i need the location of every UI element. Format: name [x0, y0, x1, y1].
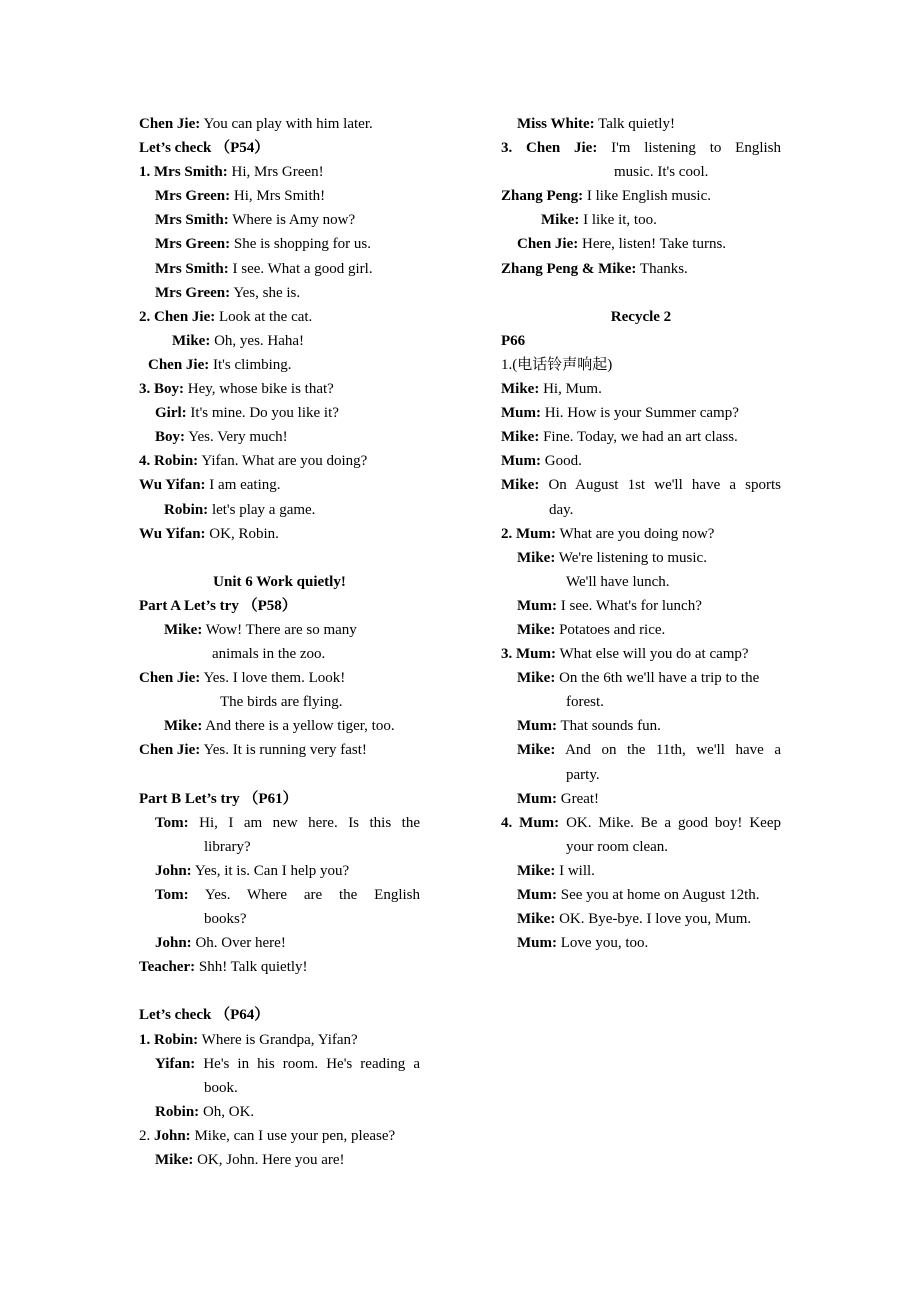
line-text: She is shopping for us.	[230, 236, 371, 253]
line-text: Yes, she is.	[230, 284, 301, 301]
line-text: I see. What a good girl.	[228, 260, 373, 277]
line-text: Yes. Where are the English	[188, 887, 420, 903]
line-text: It's climbing.	[209, 356, 292, 373]
dialogue-line	[501, 208, 781, 232]
heading-line	[139, 787, 420, 811]
speaker-wu-yifan: Wu Yifan:	[139, 477, 206, 494]
speaker-boy: Boy:	[155, 429, 185, 446]
section-heading: P66	[501, 332, 526, 349]
speaker-4-robin: 4. Robin:	[139, 453, 199, 470]
dialogue-line	[139, 618, 420, 642]
dialogue-line	[139, 473, 420, 497]
line-text: let's play a game.	[208, 501, 316, 518]
dialogue-line	[139, 1100, 420, 1124]
dialogue-line	[139, 955, 420, 979]
dialogue-line	[139, 160, 420, 184]
dialogue-line	[139, 305, 420, 329]
dialogue-line	[501, 738, 781, 762]
speaker-mrs-green: Mrs Green:	[155, 236, 231, 253]
dialogue-line	[139, 1148, 420, 1172]
dialogue-line	[139, 666, 420, 690]
dialogue-line	[139, 257, 420, 281]
dialogue-line	[501, 642, 781, 666]
dialogue-line	[501, 883, 781, 907]
speaker-mum: Mum:	[501, 453, 541, 470]
line-text: OK, John. Here you are!	[193, 1152, 345, 1169]
speaker-mum: Mum:	[517, 790, 557, 807]
dialogue-line	[501, 931, 781, 955]
line-text: Oh. Over here!	[191, 935, 286, 952]
speaker-3-boy: 3. Boy:	[139, 381, 184, 398]
dialogue-line	[501, 811, 781, 835]
dialogue-line	[501, 859, 781, 883]
line-text: Fine. Today, we had an art class.	[539, 429, 738, 446]
dialogue-line	[501, 401, 781, 425]
dialogue-line	[139, 1124, 420, 1148]
dialogue-line	[501, 498, 781, 522]
dialogue-line	[501, 666, 781, 690]
dialogue-line	[139, 1076, 420, 1100]
speaker-3-mum: 3. Mum:	[501, 646, 556, 663]
line-text: He's in his room. He's reading a	[195, 1055, 420, 1072]
line-text: On the 6th we'll have a trip to the	[555, 670, 760, 687]
dialogue-line	[139, 714, 420, 738]
line-text: book.	[204, 1079, 238, 1096]
heading-line	[139, 1003, 420, 1027]
section-heading: Unit 6 Work quietly!	[213, 573, 346, 590]
dialogue-line	[501, 522, 781, 546]
dialogue-line	[139, 232, 420, 256]
dialogue-line	[139, 498, 420, 522]
dialogue-line	[139, 449, 420, 473]
dialogue-line	[501, 546, 781, 570]
line-text: library?	[204, 838, 251, 855]
speaker-mike: Mike:	[517, 621, 556, 638]
speaker-miss-white: Miss White:	[517, 116, 595, 132]
speaker-mike: Mike:	[501, 381, 540, 398]
speaker-mike: Mike:	[501, 477, 540, 494]
speaker-mum: Mum:	[517, 718, 557, 735]
blank-line	[139, 546, 420, 570]
line-text: It's mine. Do you like it?	[186, 405, 339, 422]
line-text: Shh! Talk quietly!	[195, 959, 308, 976]
dialogue-line	[139, 835, 420, 859]
speaker-mrs-green: Mrs Green:	[155, 284, 231, 301]
dialogue-line	[139, 208, 420, 232]
blank-line	[139, 763, 420, 787]
dialogue-line	[501, 136, 781, 160]
section-heading: Part B Let’s try （P61）	[139, 790, 298, 807]
speaker-1-mrs-smith: 1. Mrs Smith:	[139, 164, 228, 181]
line-text: I'm listening to English	[597, 140, 781, 157]
line-text: And there is a yellow tiger, too.	[202, 718, 395, 735]
speaker-zhang-peng: Zhang Peng:	[501, 188, 584, 205]
speaker-mrs-smith: Mrs Smith:	[155, 212, 229, 229]
speaker-1-robin: 1. Robin:	[139, 1031, 199, 1048]
dialogue-line	[501, 184, 781, 208]
dialogue-line	[501, 377, 781, 401]
line-text: Here, listen! Take turns.	[578, 236, 727, 253]
dialogue-line	[501, 425, 781, 449]
section-heading: Recycle 2	[610, 308, 672, 325]
line-text: Yes. It is running very fast!	[200, 742, 367, 759]
line-text: Hey, whose bike is that?	[184, 381, 334, 398]
speaker-robin: Robin:	[164, 501, 209, 518]
item-number: 2.	[139, 1127, 154, 1144]
speaker-mike: Mike:	[517, 742, 556, 759]
line-text: Look at the cat.	[215, 308, 313, 325]
dialogue-line	[139, 401, 420, 425]
dialogue-line	[501, 690, 781, 714]
line-text: Love you, too.	[557, 935, 649, 952]
line-text: Wow! There are so many	[202, 621, 357, 638]
speaker-mike: Mike:	[541, 212, 580, 229]
dialogue-line	[501, 570, 781, 594]
dialogue-line	[139, 329, 420, 353]
speaker-girl: Girl:	[155, 405, 187, 422]
speaker-2-chen-jie: 2. Chen Jie:	[139, 308, 216, 325]
right-column	[501, 112, 781, 955]
speaker-robin: Robin:	[155, 1103, 200, 1120]
line-text: Hi, Mrs Green!	[227, 164, 324, 181]
speaker-mike: Mike:	[517, 911, 556, 928]
speaker-mum: Mum:	[501, 405, 541, 422]
line-text: I see. What's for lunch?	[557, 597, 702, 614]
dialogue-line	[501, 257, 781, 281]
line-text: OK, Robin.	[205, 525, 279, 542]
speaker-4-mum: 4. Mum:	[501, 814, 560, 831]
dialogue-line	[139, 859, 420, 883]
line-text: Yes. Very much!	[185, 429, 288, 446]
line-text: Yes, it is. Can I help you?	[191, 862, 350, 879]
blank-line	[501, 281, 781, 305]
line-text: We'll have lunch.	[566, 573, 670, 590]
speaker-mum: Mum:	[517, 597, 557, 614]
line-text: Thanks.	[636, 260, 688, 277]
dialogue-line	[139, 522, 420, 546]
dialogue-line	[139, 738, 420, 762]
speaker-john: John:	[155, 935, 192, 952]
line-text: Hi, Mrs Smith!	[230, 188, 326, 205]
line-text: your room clean.	[566, 838, 669, 855]
speaker-chen-jie: Chen Jie:	[139, 742, 201, 759]
dialogue-line	[501, 835, 781, 859]
speaker-yifan: Yifan:	[155, 1055, 196, 1072]
heading-line	[139, 136, 420, 160]
dialogue-line	[139, 377, 420, 401]
speaker-wu-yifan: Wu Yifan:	[139, 525, 206, 542]
dialogue-line	[139, 883, 420, 907]
dialogue-line	[139, 811, 420, 835]
dialogue-line	[501, 112, 781, 136]
line-text: We're listening to music.	[555, 549, 707, 566]
line-text: Yifan. What are you doing?	[198, 453, 368, 470]
line-text: I like it, too.	[579, 212, 657, 229]
line-text: music. It's cool.	[614, 164, 709, 181]
speaker-zhang-peng-mike: Zhang Peng & Mike:	[501, 260, 637, 277]
speaker-mrs-smith: Mrs Smith:	[155, 260, 229, 277]
dialogue-line	[139, 184, 420, 208]
line-text: Hi. How is your Summer camp?	[541, 405, 739, 422]
line-text: I like English music.	[583, 188, 712, 205]
line-text: forest.	[566, 694, 604, 711]
speaker-john: John:	[154, 1127, 191, 1144]
dialogue-line	[139, 690, 420, 714]
dialogue-line	[139, 353, 420, 377]
heading-line	[501, 305, 781, 329]
dialogue-line	[501, 160, 781, 184]
dialogue-line	[501, 473, 781, 497]
line-text: OK. Bye-bye. I love you, Mum.	[555, 911, 752, 928]
line-text: Yes. I love them. Look!	[200, 670, 346, 687]
line-text: Where is Amy now?	[228, 212, 356, 229]
line-text: Hi, Mum.	[539, 381, 602, 398]
speaker-2-mum: 2. Mum:	[501, 525, 556, 542]
line-text: Potatoes and rice.	[555, 621, 666, 638]
speaker-mrs-green: Mrs Green:	[155, 188, 231, 205]
dialogue-line	[501, 353, 781, 377]
dialogue-line	[501, 449, 781, 473]
blank-line	[139, 979, 420, 1003]
line-text: Where is Grandpa, Yifan?	[198, 1031, 358, 1048]
heading-line	[139, 594, 420, 618]
speaker-chen-jie: Chen Jie:	[139, 116, 201, 132]
dialogue-line	[139, 642, 420, 666]
line-text: I will.	[555, 862, 595, 879]
dialogue-line	[139, 1052, 420, 1076]
line-text: 1.(电话铃声响起)	[501, 356, 613, 373]
speaker-mum: Mum:	[517, 935, 557, 952]
speaker-mike: Mike:	[172, 332, 211, 349]
speaker-john: John:	[155, 862, 192, 879]
line-text: day.	[549, 501, 574, 518]
dialogue-line	[501, 907, 781, 931]
speaker-chen-jie: Chen Jie:	[148, 356, 210, 373]
section-heading: Part A Let’s try （P58）	[139, 597, 297, 614]
section-heading: Let’s check （P54）	[139, 140, 270, 157]
left-column	[139, 112, 420, 1172]
speaker-tom: Tom:	[155, 814, 189, 831]
dialogue-line	[501, 618, 781, 642]
dialogue-line	[501, 787, 781, 811]
heading-line	[139, 570, 420, 594]
line-text: books?	[204, 911, 247, 928]
line-text: What are you doing now?	[556, 525, 715, 542]
line-text: I am eating.	[205, 477, 281, 494]
line-text: The birds are flying.	[220, 694, 343, 711]
dialogue-line	[139, 931, 420, 955]
line-text: Mike, can I use your pen, please?	[190, 1127, 396, 1144]
speaker-mike: Mike:	[164, 621, 203, 638]
speaker-mike: Mike:	[517, 549, 556, 566]
dialogue-line	[139, 281, 420, 305]
speaker-mike: Mike:	[155, 1152, 194, 1169]
heading-line	[501, 329, 781, 353]
speaker-3-chen-jie: 3. Chen Jie:	[501, 140, 598, 157]
speaker-mum: Mum:	[517, 887, 557, 903]
dialogue-line	[139, 112, 420, 136]
line-text: OK. Mike. Be a good boy! Keep	[559, 814, 781, 831]
line-text: You can play with him later.	[200, 116, 373, 132]
line-text: animals in the zoo.	[212, 646, 326, 663]
dialogue-line	[139, 425, 420, 449]
dialogue-line	[139, 1028, 420, 1052]
speaker-mike: Mike:	[164, 718, 203, 735]
speaker-chen-jie: Chen Jie:	[517, 236, 579, 253]
line-text: And on the 11th, we'll have a	[555, 742, 781, 759]
speaker-chen-jie: Chen Jie:	[139, 670, 201, 687]
line-text: On August 1st we'll have a sports	[539, 477, 781, 494]
line-text: party.	[566, 766, 600, 783]
line-text: Oh, yes. Haha!	[210, 332, 305, 349]
dialogue-line	[501, 714, 781, 738]
dialogue-line	[501, 232, 781, 256]
line-text: That sounds fun.	[557, 718, 661, 735]
line-text: What else will you do at camp?	[556, 646, 749, 663]
line-text: Great!	[557, 790, 600, 807]
line-text: Oh, OK.	[199, 1103, 255, 1120]
line-text: See you at home on August 12th.	[557, 887, 760, 903]
line-text: Good.	[541, 453, 582, 470]
speaker-mike: Mike:	[501, 429, 540, 446]
speaker-mike: Mike:	[517, 862, 556, 879]
section-heading: Let’s check （P64）	[139, 1007, 270, 1024]
line-text: Talk quietly!	[594, 116, 675, 132]
dialogue-line	[139, 907, 420, 931]
dialogue-line	[501, 594, 781, 618]
speaker-mike: Mike:	[517, 670, 556, 687]
speaker-teacher: Teacher:	[139, 959, 196, 976]
line-text: Hi, I am new here. Is this the	[188, 814, 420, 831]
dialogue-line	[501, 763, 781, 787]
speaker-tom: Tom:	[155, 887, 189, 903]
